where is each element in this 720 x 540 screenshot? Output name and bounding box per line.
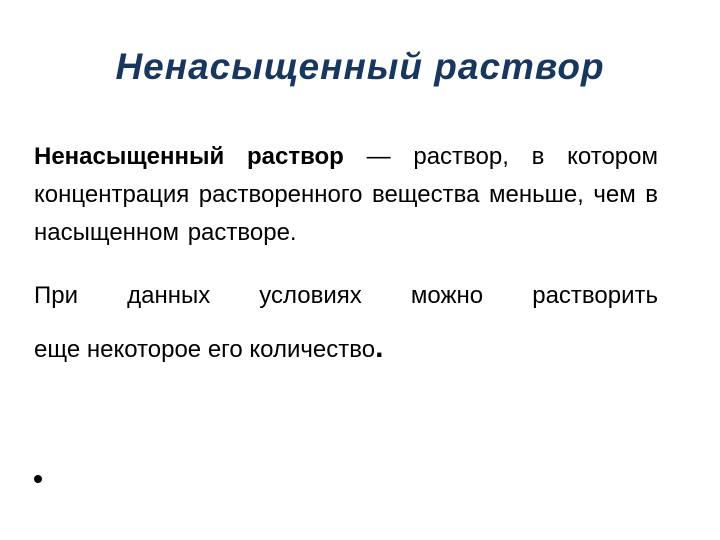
definition-text: — раствор, в котором концентрация растворенного вещества меньше, чем в насыщенном растворе. [34,143,659,246]
note-line-2: еще некоторое его количество [34,336,376,363]
note-line-1: При данных условиях можно растворить [34,282,658,309]
slide-title: Ненасыщенный раствор [115,46,605,87]
definition-paragraph [34,138,658,252]
note-period: . [375,331,384,364]
slide-body [34,138,658,376]
empty-bullet-point [34,475,42,483]
definition-term: Ненасыщенный раствор [34,143,344,170]
note-paragraph [34,270,658,376]
